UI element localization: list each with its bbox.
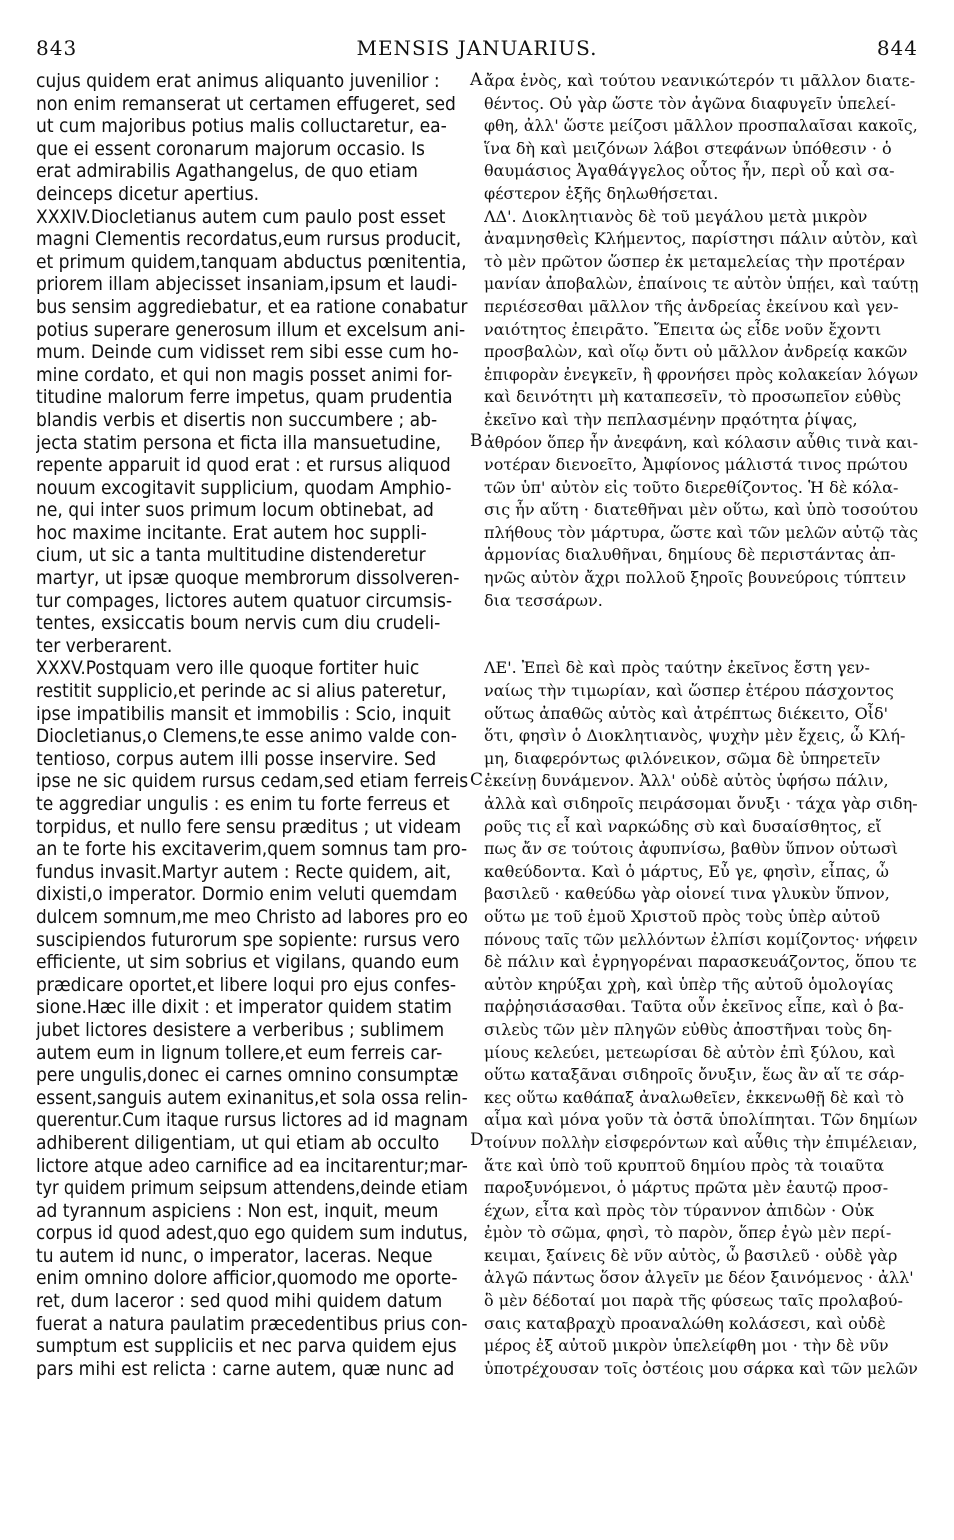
latin-text-line: tur compages, lictores autem quatuor circumsis-: [36, 589, 453, 612]
greek-text-line: ἀλγῶ πάντως ὅσον ἀλγεῖν με δέον ξαινόμενος · ἀλλ': [484, 1268, 914, 1288]
section-marker-b: B: [470, 431, 483, 451]
page-header: [36, 36, 918, 66]
latin-text-line: et primum quidem,tanquam abductus pœnitentia,: [36, 250, 467, 273]
latin-text-line: mine cordato, et qui non magis posset animi for-: [36, 363, 453, 386]
latin-text-line: torpidus, et nullo fere sensu præditus ; ut videam: [36, 815, 462, 838]
greek-text-line: ὑποτρέχουσαν τοῖς ὀστέοις μου σάρκα καὶ τῶν μελῶν: [484, 1358, 918, 1378]
latin-text-line: adhiberent diligentiam, ut qui etiam ab occulto: [36, 1131, 440, 1154]
latin-text-line: ne, qui inter suos primum locum obtinebat, ad: [36, 499, 434, 522]
greek-text-line: ὅτι, φησὶν ὁ Διοκλητιανὸς, ψυχὴν μὲν ἔχεις, ὦ Κλή-: [484, 726, 906, 746]
latin-text-line: cujus quidem erat animus aliquanto juvenilior :: [36, 70, 440, 92]
greek-text-line: καὶ δεινότητι μὴ καταπεσεῖν, τὸ προσωπεῖον εὐθὺς: [484, 387, 902, 407]
greek-text-line: οὕτω καταξᾶναι σιδηροῖς ὄνυξιν, ἕως ἂν αἵ τε σάρ-: [484, 1065, 905, 1085]
greek-text-line: σις ἦν αὕτη · διατεθῆναι μὲν οὕτω, καὶ ὑπὸ τοσούτου: [484, 500, 918, 520]
greek-text-line: μανίαν ἀποβαλὼν, ἐπαίνοις τε αὐτὸν ὑπῄει, καὶ ταύτῃ: [484, 274, 918, 294]
greek-text-line: τὸ μὲν πρῶτον ὥσπερ ἐκ μεταμελείας τὴν προτέραν: [484, 251, 906, 271]
latin-text-line: non enim remanserat ut certamen effugeret, sed: [36, 92, 456, 115]
latin-text-line: titudine malorum ferre impetus, quam prudentia: [36, 386, 453, 409]
greek-text-line: ἀναμνησθεὶς Κλήμεντος, παρίστησι πάλιν αὐτὸν, καὶ: [484, 229, 918, 249]
greek-text-line: ηνῶς αὐτὸν ἄχρι πολλοῦ ξηροῖς βουνεύροις τύπτειν: [484, 568, 907, 588]
section-marker-c: C: [470, 770, 484, 790]
greek-text-line: ἐμὸν τὸ σῶμα, φησὶ, τὸ παρὸν, ὅπερ ἐγὼ μὲν περί-: [484, 1223, 892, 1243]
latin-text-line: an te forte his excitaverim,quem somnus tam pro-: [36, 838, 468, 861]
greek-text-line: ναίως τὴν τιμωρίαν, καὶ ὥσπερ ἑτέρου πάσχοντος: [484, 681, 894, 701]
greek-text-line: πόνους ταῖς τῶν μελλόντων ἐλπίσι κομίζοντος· νήφειν: [484, 929, 918, 949]
greek-text-line: μη, διαφερόντως φιλόνεικον, σῶμα δὲ ὑπηρετεῖν: [484, 748, 881, 768]
running-title: MENSIS JANUARIUS.: [356, 36, 598, 60]
greek-text-line: ἄρα ἑνὸς, καὶ τούτου νεανικώτερόν τι μᾶλλον διατε-: [484, 71, 916, 90]
latin-text-line: nouum excogitavit supplicium, quodam Amphio-: [36, 476, 452, 499]
greek-text-line: φθη, ἀλλ' ὥστε μείζοσι μᾶλλον προσπαλαῖσαι κακοῖς,: [484, 116, 918, 136]
greek-text-line: ροῦς τις εἶ καὶ ναρκώδης σὺ καὶ δυσαίσθητος, εἴ: [484, 816, 882, 836]
greek-text-line: τοίνυν πολλὴν εἰσφερόντων καὶ αὖθις τὴν ἐπιμέλειαν,: [484, 1132, 918, 1152]
greek-text-line: φέστερον ἑξῆς δηλωθήσεται.: [484, 183, 719, 203]
greek-text-line: καθεύδοντα. Καὶ ὁ μάρτυς, Εὖ γε, φησὶν, εἶπας, ὦ: [484, 861, 889, 881]
greek-text-line: ἀλλὰ καὶ σιδηροῖς πειράσομαι ὄνυξι · τάχα γὰρ σιδη-: [484, 794, 918, 813]
greek-text-line: μέρος ἐξ αὐτοῦ μικρὸν ὑπελείφθη μοι · τὴν δὲ νῦν: [484, 1336, 889, 1356]
greek-text-line: αἷμα καὶ μόνα γοῦν τὰ ὀστᾶ ὑπολίπηται. Τῶν δημίων: [484, 1110, 918, 1130]
greek-text-line: κες οὕτω καθάπαξ ἀναλωθεῖεν, ἐκκενωθῇ δὲ καὶ τὸ: [484, 1087, 904, 1107]
greek-text-line: πλήθους τὸν μάρτυρα, ὥστε καὶ τῶν μελῶν αὐτῷ τὰς: [484, 522, 918, 542]
greek-text-line: τῶν ὑπ' αὐτὸν εἰς τοῦτο διερεθίζοντος. Ἡ δὲ κόλα-: [484, 477, 899, 497]
greek-text-line: ὃ μὲν δέδοταί μοι παρὰ τῆς φύσεως ταῖς προλαβού-: [484, 1291, 903, 1311]
latin-text-line: ter verberarent.: [36, 634, 173, 657]
greek-text-line: νοτέραν διενοεῖτο, Ἀμφίονος μάλιστά τινος πρώτου: [484, 455, 908, 475]
latin-text-line: suscipiendos futurorum spe sopiente: rursus vero: [36, 928, 460, 951]
latin-text-line: pere ungulis,donec ei carnes omnino consumptæ: [36, 1064, 459, 1087]
latin-text-line: dulcem somnum,me meo Christo ad labores pro eo: [36, 905, 468, 928]
greek-text-line: ἐπιφορὰν ἐνεγκεῖν, ἢ φρονήσει πρὸς κολακείαν λόγων: [484, 364, 918, 384]
latin-text-line: priorem illam abjecisset insaniam,ipsum et laudi-: [36, 273, 458, 296]
latin-text-line: essent,sanguis autem exinanitus,et sola ossa relin-: [36, 1086, 468, 1109]
latin-text-line: fundus invasit.Martyr autem : Recte quidem, ait,: [36, 860, 452, 883]
latin-text-line: repente apparuit id quod erat : et rursus aliquod: [36, 454, 451, 477]
greek-text-line: έχων, εἶτα καὶ πρὸς τὸν τύραννον ἀπιδὼν · Οὐκ: [484, 1200, 875, 1220]
latin-text-line: XXXIV.Diocletianus autem cum paulo post esset: [36, 205, 446, 228]
greek-text-line: σιλεὺς τῶν μὲν πληγῶν εὐθὺς ἀποστῆναι τοὺς δη-: [484, 1019, 893, 1039]
greek-text-line: σαις καταβραχὺ προαναλώθη κολάσεσι, καὶ οὐδὲ: [484, 1313, 886, 1333]
latin-text-line: ret, dum laceror : sed quod mihi quidem datum: [36, 1290, 443, 1313]
latin-text-line: magni Clementis recordatus,eum rursus producit,: [36, 228, 462, 251]
latin-text-line: sione.Hæc ille dixit : et imperator quidem statim: [36, 996, 452, 1019]
latin-text-line: ipse ne sic quidem rursus cedam,sed etiam ferreis: [36, 770, 468, 793]
latin-text-line: efficiente, ut sim sobrius et vigilans, quando eum: [36, 951, 460, 974]
greek-text-line: κειμαι, ξαίνεις δὲ νῦν αὐτὸς, ὦ βασιλεῦ · οὐδὲ γὰρ: [484, 1245, 898, 1265]
greek-text-line: δὲ πάλιν καὶ ἐγρηγορέναι παρασκευάζοντος, ὅπου τε: [484, 952, 917, 972]
latin-text-line: deinceps dicetur apertius.: [36, 182, 260, 205]
latin-text-line: sumptum est suppliciis et nec parva quidem ejus: [36, 1335, 457, 1358]
latin-text-line: lictore atque adeo carnifice ad ea incitarentur;mar-: [36, 1154, 468, 1177]
latin-text-line: que ei essent coronarum majorum occasio. Is: [36, 137, 425, 160]
greek-text-line: μίους κελεύει, μετεωρίσαι δὲ αὐτὸν ἐπὶ ξύλου, καὶ: [484, 1042, 896, 1062]
greek-text-line: ἁρμονίας διαλυθῆναι, δημίους δὲ περιστάντας ἀπ-: [484, 545, 896, 565]
latin-text-line: ipse impatibilis mansit et immobilis : Scio, inquit: [36, 702, 451, 725]
greek-text-line: ΛΔ'. Διοκλητιανὸς δὲ τοῦ μεγάλου μετὰ μικρὸν: [484, 206, 868, 226]
latin-text-line: jecta statim persona et ficta illa mansuetudine,: [36, 431, 442, 454]
greek-text-line: αὐτὸν κηρύξαι χρὴ, καὶ ὑπὲρ τῆς αὐτοῦ ὁμολογίας: [484, 974, 894, 994]
latin-text-line: tyr quidem primum seipsum attendens,deinde etiam: [36, 1177, 468, 1200]
greek-text-line: [484, 612, 918, 635]
latin-text-line: potius superare generosum illum et excelsum ani-: [36, 318, 466, 341]
latin-text-line: te aggrediar ungulis : es enim tu forte ferreus et: [36, 793, 450, 815]
page-number-left: 843: [36, 36, 78, 60]
greek-text-line: δια τεσσάρων.: [484, 590, 603, 610]
greek-text-line: παροξυνόμενοι, ὁ μάρτυς πρῶτα μὲν ἑαυτῷ προσ-: [484, 1178, 889, 1198]
latin-column: [36, 70, 468, 1380]
greek-text-line: ἅτε καὶ ὑπὸ τοῦ κρυπτοῦ δημίου πρὸς τὰ τοιαῦτα: [484, 1155, 885, 1175]
greek-text-line: ἐκείνῃ δυνάμενον. Ἀλλ' οὐδὲ αὐτὸς ὑφήσω πάλιν,: [484, 771, 889, 791]
greek-column: [484, 70, 918, 1380]
greek-text-line: προσβαλὼν, καὶ οἵῳ ὄντι οὐ μᾶλλον ἀνδρείᾳ κακῶν: [484, 342, 908, 362]
greek-text-line: οὕτως ἀπαθῶς αὐτὸς καὶ ἀτρέπτως διέκειτο, Οἶδ': [484, 703, 889, 723]
greek-text-line: θαυμάσιος Ἀγαθάγγελος οὗτος ἦν, περὶ οὗ καὶ σα-: [484, 161, 895, 181]
latin-text-line: ut cum majoribus potius malis colluctaretur, ea-: [36, 115, 447, 138]
latin-text-line: fuerat a natura paulatim præcedentibus prius con-: [36, 1312, 468, 1335]
latin-text-line: hoc maxime incitante. Erat autem hoc suppli-: [36, 521, 427, 544]
greek-text-line: ΛΕ'. Ἐπεὶ δὲ καὶ πρὸς ταύτην ἐκεῖνος ἔστη γεν-: [484, 658, 870, 678]
latin-text-line: autem eum in lignum tollere,et eum ferreis car-: [36, 1041, 443, 1064]
latin-text-line: mum. Deinde cum vidisset rem sibi esse cum ho-: [36, 341, 459, 364]
greek-text-line: θέντος. Οὐ γὰρ ὥστε τὸν ἀγῶνα διαφυγεῖν ὑπελεί-: [484, 93, 896, 113]
latin-text-line: tentes, exsiccatis boum nervis cum diu crudeli-: [36, 612, 441, 635]
greek-text-line: ναιότητος ἐπειρᾶτο. Ἔπειτα ὡς εἶδε νοῦν ἔχοντι: [484, 319, 882, 339]
latin-text-line: dixisti,o imperator. Dormio enim veluti quemdam: [36, 883, 458, 906]
latin-text-line: Diocletianus,o Clemens,te esse animo valde con-: [36, 725, 457, 748]
latin-text-line: cium, ut sic a tanta multitudine distenderetur: [36, 544, 426, 567]
greek-text-line: ἐκεῖνο καὶ τὴν πεπλασμένην πρᾳότητα ῥίψας,: [484, 409, 858, 429]
latin-text-line: restitit supplicio,et perinde ac si alius pateretur,: [36, 680, 447, 703]
greek-text-line: ἵνα δὴ καὶ μειζόνων λάβοι στεφάνων ὑπόθεσιν · ὁ: [484, 138, 892, 158]
latin-text-line: XXXV.Postquam vero ille quoque fortiter huic: [36, 657, 420, 680]
latin-text-line: bus sensim aggrediebatur, et ea ratione conabatur: [36, 295, 468, 318]
section-marker-a: A: [470, 70, 483, 90]
latin-text-line: corpus id quod adest,quo ego quidem sum indutus,: [36, 1222, 468, 1245]
latin-text-line: querentur.Cum itaque rursus lictores ad id magnam: [36, 1109, 468, 1132]
greek-text-line: περιέσεσθαι μᾶλλον τῆς ἀνδρείας ἐκείνου καὶ γεν-: [484, 296, 899, 316]
greek-text-line: ἀθρόον ὅπερ ἦν ἀνεφάνη, καὶ κόλασιν αὖθις τινὰ και-: [484, 432, 918, 452]
latin-text-line: tentioso, corpus autem illi posse inservire. Sed: [36, 747, 437, 770]
page-number-right: 844: [876, 36, 918, 60]
latin-text-line: ad tyrannum aspiciens : Non est, inquit, meum: [36, 1199, 439, 1222]
greek-text-line: πως ἄν σε τούτοις ἀφυπνίσω, βαθὺν ὕπνον οὑτωσὶ: [484, 839, 899, 859]
latin-text-line: erat admirabilis Agathangelus, de quo etiam: [36, 160, 418, 183]
section-marker-d: D: [470, 1130, 484, 1150]
latin-text-line: martyr, ut ipsæ quoque membrorum dissolveren-: [36, 567, 460, 590]
latin-text-line: pars mihi est relicta : carne autem, quæ nunc ad: [36, 1357, 455, 1380]
latin-text-line: tu autem id nunc, o imperator, laceras. Neque: [36, 1244, 433, 1267]
greek-text-line: βασιλεῦ · καθεύδω γὰρ οἱονεί τινα γλυκὺν ὕπνον,: [484, 884, 890, 904]
greek-text-line: [484, 635, 918, 658]
latin-text-line: prædicare oportet,et libere loqui pro ejus confes-: [36, 973, 457, 996]
greek-text-line: παῤῥησιάσασθαι. Ταῦτα οὖν ἐκεῖνος εἶπε, καὶ ὁ βα-: [484, 997, 904, 1017]
latin-text-line: enim omnino dolore afficior,quomodo me oporte-: [36, 1267, 458, 1290]
latin-text-line: jubet lictores desistere a verberibus ; sublimem: [36, 1018, 445, 1041]
latin-text-line: blandis verbis et disertis non succumbere ; ab-: [36, 408, 438, 431]
greek-text-line: οὕτω με τοῦ ἐμοῦ Χριστοῦ πρὸς τοὺς ὑπὲρ αὐτοῦ: [484, 906, 881, 926]
